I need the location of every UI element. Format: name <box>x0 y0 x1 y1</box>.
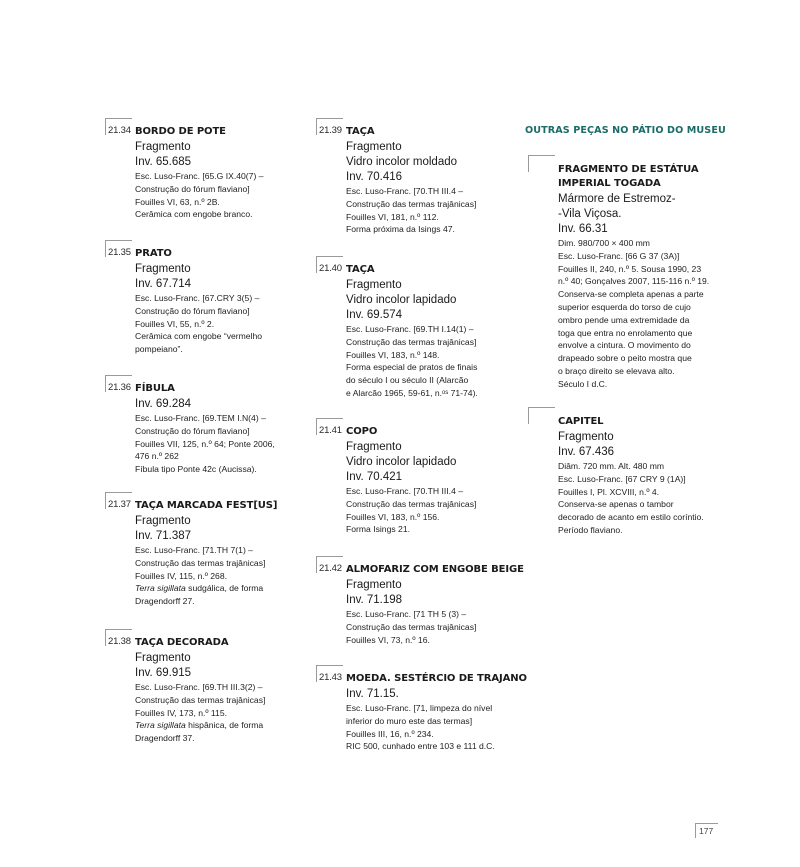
entry-line: Fragmento <box>346 279 402 291</box>
entry-body <box>558 415 723 537</box>
entry-body <box>558 163 723 391</box>
entry-note: Fouilles IV, 115, n.º 268. <box>135 570 227 581</box>
entry-title: TAÇA MARCADA FEST[US] <box>135 500 278 511</box>
entry-title: TAÇA DECORADA <box>135 637 229 648</box>
entry-note <box>135 719 340 732</box>
entry-number: 21.37 <box>108 499 131 510</box>
entry-note: Forma Isings 21. <box>346 524 410 535</box>
entry-note: e Alarcão 1965, 59-61, n.ᵒˢ 71-74). <box>346 387 478 398</box>
entry-bracket <box>528 155 555 172</box>
entry-number: 21.36 <box>108 382 131 393</box>
entry-note: Fouilles VI, 183, n.º 148. <box>346 349 440 360</box>
entry-body <box>135 247 340 356</box>
entry-line: Vidro incolor lapidado <box>346 456 457 468</box>
entry-note: Esc. Luso-Franc. [69.TH I.14(1) – <box>346 324 474 334</box>
entry-line: Inv. 67.436 <box>558 446 615 458</box>
entry-note-italic: Terra sigillata <box>135 583 186 594</box>
entry-number: 21.38 <box>108 636 131 647</box>
entry-line: Fragmento <box>346 441 402 453</box>
entry-line: Fragmento <box>346 141 402 153</box>
entry-note: RIC 500, cunhado entre 103 e 111 d.C. <box>346 741 495 752</box>
entry-title: MOEDA. SESTÉRCIO DE TRAJANO <box>346 673 527 684</box>
entry-line: Inv. 66.31 <box>558 223 608 235</box>
entry-line: Fragmento <box>135 652 191 664</box>
entry-note: Século I d.C. <box>558 378 608 389</box>
entry-title: TAÇA <box>346 126 375 137</box>
entry-note: Construção das termas trajânicas] <box>346 621 477 632</box>
entry-body <box>346 563 551 646</box>
entry-note: Forma especial de pratos de finais <box>346 362 478 373</box>
entry-note: Esc. Luso-Franc. [70.TH III.4 – <box>346 186 464 196</box>
entry-note-rest: sudgálica, de forma <box>185 583 264 594</box>
entry-body <box>135 125 340 221</box>
entry-note: Fíbula tipo Ponte 42c (Aucissa). <box>135 464 257 475</box>
entry-body <box>135 636 340 745</box>
entry-number: 21.43 <box>319 672 342 683</box>
entry-line: Vidro incolor lapidado <box>346 294 457 306</box>
entry-body <box>346 425 551 536</box>
entry-line: Inv. 71.15. <box>346 688 399 700</box>
entry-line: Vidro incolor moldado <box>346 156 458 168</box>
entry-note: Construção das termas trajânicas] <box>346 336 477 347</box>
entry-note: Construção do fórum flaviano] <box>135 305 250 316</box>
entry-note: o braço direito se elevava alto. <box>558 365 675 376</box>
entry-note: decorado de acanto em estilo coríntio. <box>558 512 704 523</box>
entry-note: Conserva-se apenas o tambor <box>558 499 674 510</box>
entry-line: Inv. 71.198 <box>346 594 403 606</box>
entry-note: envolve a cintura. O movimento do <box>558 340 691 351</box>
page-number: 177 <box>699 826 714 836</box>
entry-line: Inv. 71.387 <box>135 530 192 542</box>
entry-note: pompeiano”. <box>135 344 183 355</box>
entry-note: Esc. Luso-Franc. [71 TH 5 (3) – <box>346 609 467 619</box>
entry-note: Fouilles VII, 125, n.º 64; Ponte 2006, <box>135 438 275 449</box>
entry-note: drapeado sobre o peito mostra que <box>558 353 692 364</box>
entry-note: Construção das termas trajânicas] <box>135 557 266 568</box>
entry-line: Fragmento <box>135 141 191 153</box>
entry-line: -Vila Viçosa. <box>558 208 622 220</box>
entry-note: Fouilles VI, 63, n.º 2B. <box>135 196 220 207</box>
entry-note: Construção das termas trajânicas] <box>346 198 477 209</box>
entry-line: Inv. 69.284 <box>135 398 192 410</box>
entry-note: Forma próxima da Isings 47. <box>346 224 455 235</box>
entry-note: toga que entra no enrolamento que <box>558 327 693 338</box>
entry-title: TAÇA <box>346 264 375 275</box>
entry-title: BORDO DE POTE <box>135 126 226 137</box>
entry-note: Fouilles VI, 181, n.º 112. <box>346 211 439 222</box>
entry-body <box>135 382 340 476</box>
entry-note-rest: hispânica, de forma <box>185 720 264 731</box>
entry-number: 21.40 <box>319 263 342 274</box>
entry-body <box>135 499 340 608</box>
entry-title: FRAGMENTO DE ESTÁTUA IMPERIAL TOGADA <box>558 164 699 189</box>
entry-title: ALMOFARIZ COM ENGOBE BEIGE <box>346 564 524 575</box>
entry-title: PRATO <box>135 248 172 259</box>
entry-note <box>135 582 340 595</box>
entry-note: Diâm. 720 mm. Alt. 480 mm <box>558 461 665 471</box>
entry-number: 21.35 <box>108 247 131 258</box>
entry-note: inferior do muro este das termas] <box>346 715 473 726</box>
entry-line: Inv. 67.714 <box>135 278 192 290</box>
entry-body <box>346 263 551 400</box>
entry-line: Fragmento <box>346 579 402 591</box>
entry-note: Fouilles VI, 183, n.º 156. <box>346 511 440 522</box>
entry-number: 21.34 <box>108 125 131 136</box>
entry-title: COPO <box>346 426 378 437</box>
entry-line: Inv. 69.915 <box>135 667 192 679</box>
entry-line: Inv. 69.574 <box>346 309 403 321</box>
entry-note: Esc. Luso-Franc. [66 G 37 (3A)] <box>558 250 680 261</box>
entry-note: Fouilles VI, 55, n.º 2. <box>135 318 215 329</box>
entry-note: superior esquerda do torso de cujo <box>558 301 691 312</box>
entry-line: Inv. 65.685 <box>135 156 192 168</box>
entry-body <box>346 125 551 236</box>
entry-note: Cerâmica com engobe “vermelho <box>135 331 263 342</box>
entry-line: Mármore de Estremoz- <box>558 193 676 205</box>
entry-title: CAPITEL <box>558 416 604 427</box>
entry-line: Fragmento <box>135 515 191 527</box>
entry-note: Construção das termas trajânicas] <box>135 694 266 705</box>
entry-note: Construção do fórum flaviano] <box>135 183 250 194</box>
entry-note: Dim. 980/700 × 400 mm <box>558 238 650 248</box>
entry-number: 21.39 <box>319 125 342 136</box>
entry-note: Esc. Luso-Franc. [70.TH III.4 – <box>346 486 464 496</box>
entry-note: Esc. Luso-Franc. [71, limpeza do nível <box>346 703 493 713</box>
entry-note: Fouilles I, Pl. XCVIII, n.º 4. <box>558 486 660 497</box>
entry-note: Esc. Luso-Franc. [67 CRY 9 (1A)] <box>558 473 686 484</box>
entry-note: Fouilles III, 16, n.º 234. <box>346 728 434 739</box>
entry-title: FÍBULA <box>135 383 175 394</box>
entry-line: Inv. 70.416 <box>346 171 403 183</box>
entry-line: Fragmento <box>558 431 614 443</box>
entry-line: Fragmento <box>135 263 191 275</box>
entry-note: Fouilles II, 240, n.º 5. Sousa 1990, 23 <box>558 263 702 274</box>
entry-note: n.º 40; Gonçalves 2007, 115-116 n.º 19. <box>558 276 710 287</box>
entry-note: ombro pende uma extremidade da <box>558 314 690 325</box>
entry-note: Conserva-se completa apenas a parte <box>558 289 704 300</box>
entry-note: 476 n.º 262 <box>135 451 179 462</box>
entry-note: Esc. Luso-Franc. [69.TH III.3(2) – <box>135 682 263 692</box>
entry-note: Esc. Luso-Franc. [71.TH 7(1) – <box>135 545 253 555</box>
entry-note: Dragendorff 27. <box>135 596 195 607</box>
entry-number: 21.41 <box>319 425 342 436</box>
entry-note: Fouilles IV, 173, n.º 115. <box>135 707 227 718</box>
entry-note: Esc. Luso-Franc. [65.G IX.40(7) – <box>135 171 264 181</box>
entry-note: Construção do fórum flaviano] <box>135 425 250 436</box>
entry-note: Fouilles VI, 73, n.º 16. <box>346 634 430 645</box>
entry-note: Dragendorff 37. <box>135 733 195 744</box>
entry-body <box>346 672 551 753</box>
entry-note: do século I ou século II (Alarcão <box>346 375 469 386</box>
entry-note: Esc. Luso-Franc. [69.TEM I.N(4) – <box>135 413 266 423</box>
entry-note: Período flaviano. <box>558 524 623 535</box>
entry-line: Inv. 70.421 <box>346 471 403 483</box>
entry-note: Construção das termas trajânicas] <box>346 498 477 509</box>
entry-note: Esc. Luso-Franc. [67.CRY 3(5) – <box>135 293 260 303</box>
entry-note-italic: Terra sigillata <box>135 720 186 731</box>
entry-number: 21.42 <box>319 563 342 574</box>
entry-bracket <box>528 407 555 424</box>
section-heading: OUTRAS PEÇAS NO PÁTIO DO MUSEU <box>525 125 726 136</box>
entry-note: Cerâmica com engobe branco. <box>135 209 253 220</box>
